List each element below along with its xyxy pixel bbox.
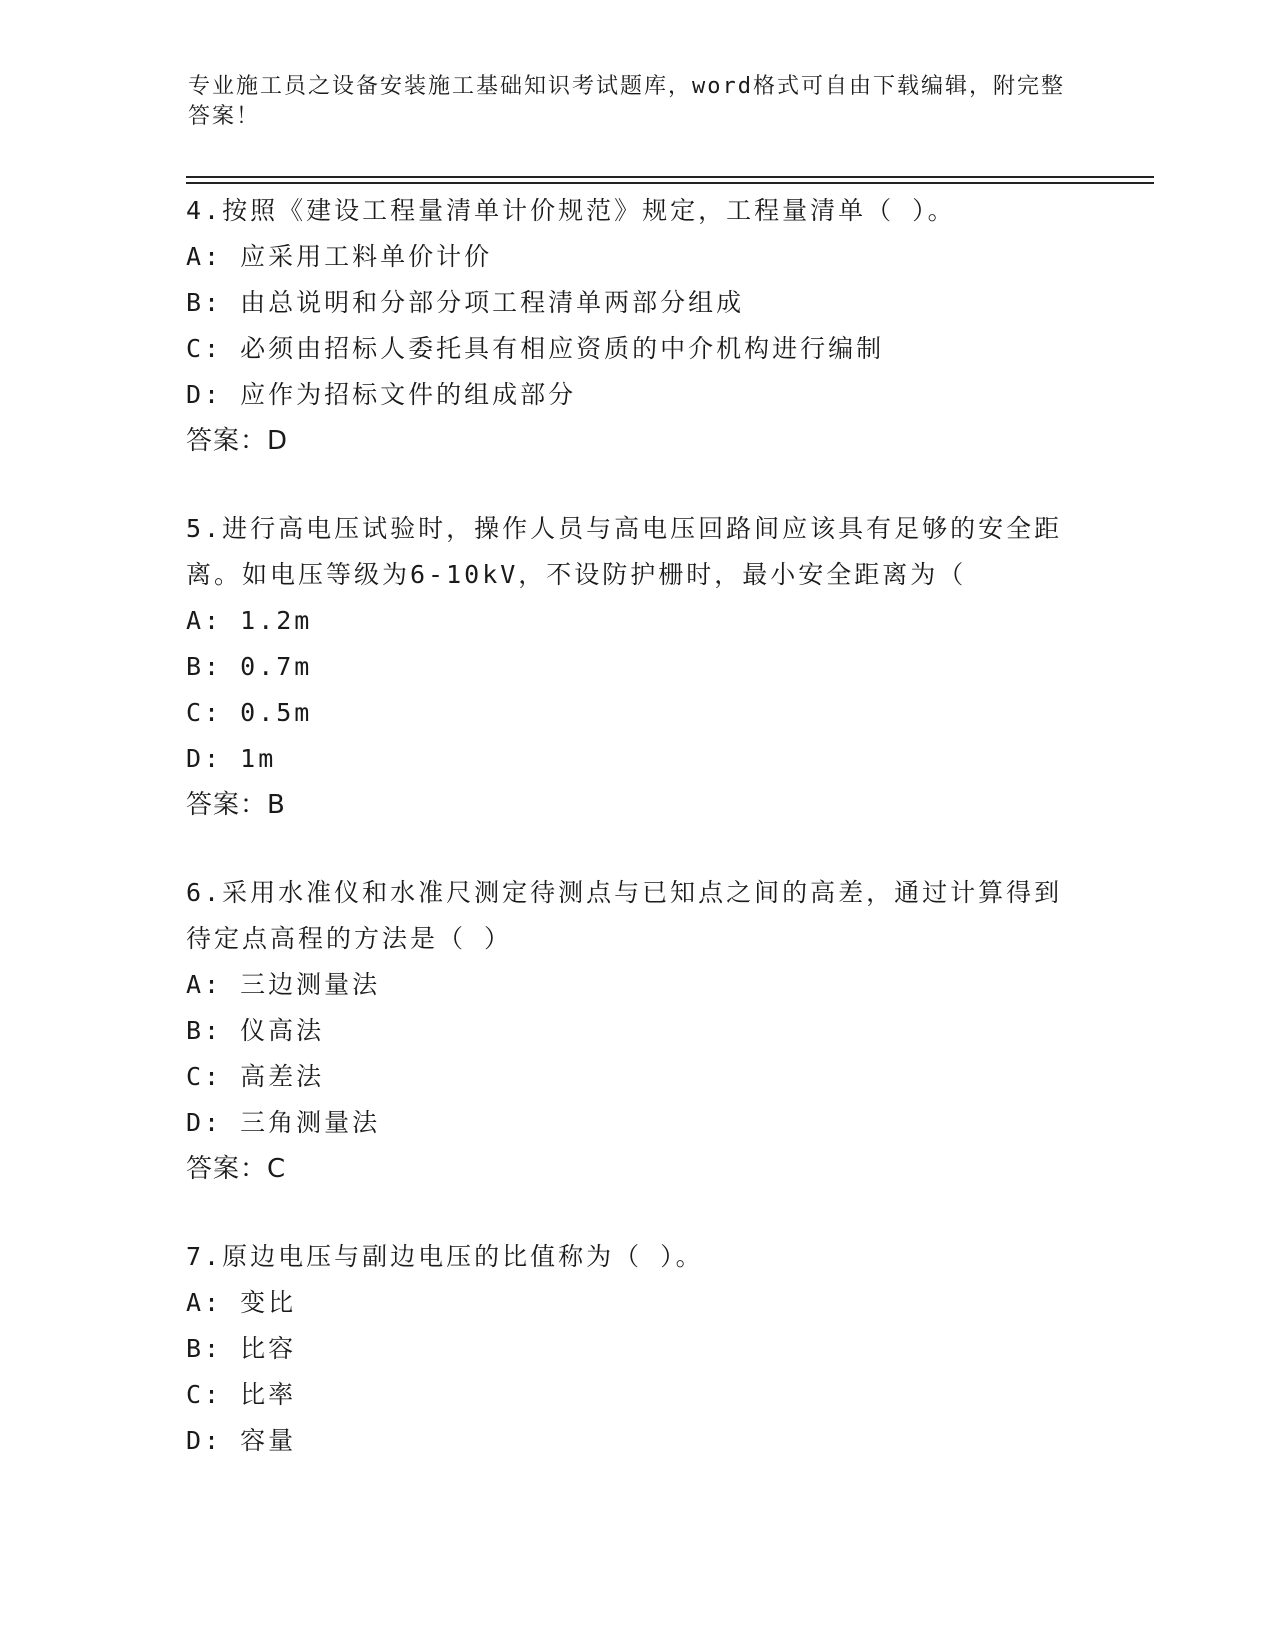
question-6 xyxy=(186,870,1076,1192)
question-text: 7.原边电压与副边电压的比值称为（ ）。 xyxy=(186,1242,704,1271)
question-text: 5.进行高电压试验时，操作人员与高电压回路间应该具有足够的安全距离。如电压等级为6-10kV，不设防护栅时，最小安全距离为（ xyxy=(186,514,1063,589)
option-c: C: 必须由招标人委托具有相应资质的中介机构进行编制 xyxy=(186,334,885,363)
question-text: 4.按照《建设工程量清单计价规范》规定，工程量清单（ ）。 xyxy=(186,196,956,225)
option-c: C: 0.5m xyxy=(186,698,313,727)
option-c: C: 高差法 xyxy=(186,1062,325,1091)
header-divider-bottom xyxy=(186,182,1154,184)
option-b: B: 由总说明和分部分项工程清单两部分组成 xyxy=(186,288,745,317)
option-d: D: 1m xyxy=(186,744,277,773)
option-a: A: 三边测量法 xyxy=(186,970,381,999)
option-b: B: 比容 xyxy=(186,1334,297,1363)
option-d: D: 应作为招标文件的组成部分 xyxy=(186,380,577,409)
answer-label: 答案：C xyxy=(186,1154,287,1184)
option-a: A: 应采用工料单价计价 xyxy=(186,242,493,271)
option-d: D: 容量 xyxy=(186,1426,297,1455)
answer-label: 答案：B xyxy=(186,790,286,820)
header-divider-top xyxy=(186,176,1154,178)
option-a: A: 变比 xyxy=(186,1288,297,1317)
question-list xyxy=(186,188,1076,1464)
option-a: A: 1.2m xyxy=(186,606,313,635)
option-c: C: 比率 xyxy=(186,1380,297,1409)
question-4 xyxy=(186,188,1076,464)
option-b: B: 仪高法 xyxy=(186,1016,325,1045)
question-text: 6.采用水准仪和水准尺测定待测点与已知点之间的高差，通过计算得到待定点高程的方法是（ ） xyxy=(186,878,1063,953)
question-5 xyxy=(186,506,1076,828)
option-b: B: 0.7m xyxy=(186,652,313,681)
document-header: 专业施工员之设备安装施工基础知识考试题库，word格式可自由下载编辑，附完整答案！ xyxy=(188,74,1065,129)
option-d: D: 三角测量法 xyxy=(186,1108,381,1137)
answer-label: 答案：D xyxy=(186,426,289,456)
question-7 xyxy=(186,1234,1076,1464)
